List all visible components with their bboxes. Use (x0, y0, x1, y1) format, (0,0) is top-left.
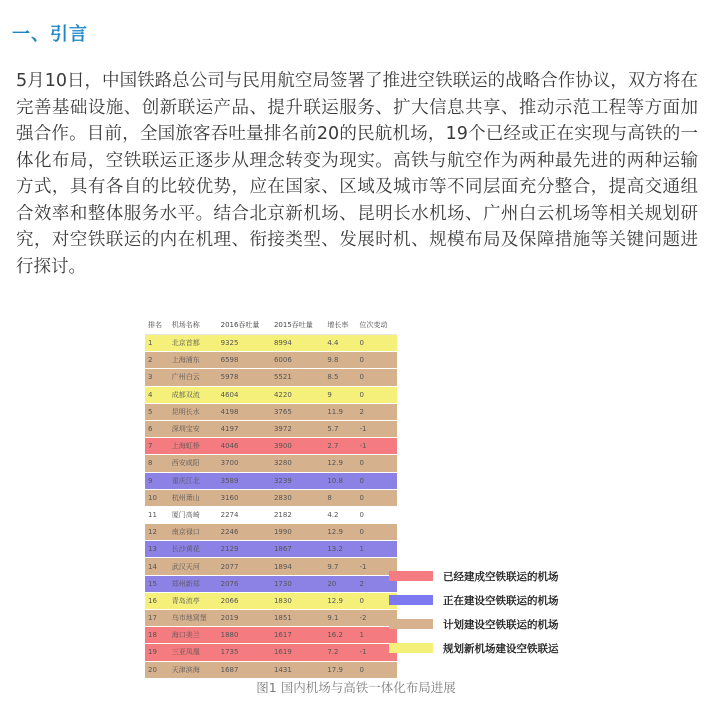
cell-2015: 8994 (271, 335, 324, 352)
cell-change: 0 (356, 455, 397, 472)
cell-rank: 8 (145, 455, 169, 472)
cell-airport: 三亚凤凰 (169, 644, 218, 661)
cell-change: -1 (356, 438, 397, 455)
cell-growth: 12.9 (324, 592, 356, 609)
cell-growth: 8.5 (324, 369, 356, 386)
cell-growth: 12.9 (324, 524, 356, 541)
cell-growth: 11.9 (324, 403, 356, 420)
cell-2015: 1867 (271, 541, 324, 558)
cell-2015: 3972 (271, 420, 324, 437)
figure-airport-table (145, 316, 565, 674)
cell-airport: 长沙黄花 (169, 541, 218, 558)
cell-airport: 武汉天河 (169, 558, 218, 575)
cell-2015: 1851 (271, 610, 324, 627)
cell-2016: 2129 (218, 541, 271, 558)
cell-growth: 9.7 (324, 558, 356, 575)
table-row (145, 472, 397, 489)
cell-growth: 8 (324, 489, 356, 506)
cell-change: 0 (356, 352, 397, 369)
header-change: 位次变动 (356, 316, 397, 335)
cell-change: 0 (356, 592, 397, 609)
cell-2016: 2076 (218, 575, 271, 592)
cell-airport: 郑州新郑 (169, 575, 218, 592)
cell-2016: 6598 (218, 352, 271, 369)
cell-rank: 14 (145, 558, 169, 575)
cell-airport: 上海浦东 (169, 352, 218, 369)
cell-change: -1 (356, 420, 397, 437)
table-row (145, 420, 397, 437)
table-row (145, 558, 397, 575)
cell-rank: 18 (145, 627, 169, 644)
header-airport: 机场名称 (169, 316, 218, 335)
cell-2015: 1617 (271, 627, 324, 644)
cell-2016: 2274 (218, 506, 271, 523)
cell-growth: 13.2 (324, 541, 356, 558)
cell-rank: 11 (145, 506, 169, 523)
cell-change: -1 (356, 644, 397, 661)
cell-growth: 10.8 (324, 472, 356, 489)
cell-2016: 1735 (218, 644, 271, 661)
cell-rank: 6 (145, 420, 169, 437)
cell-2016: 3589 (218, 472, 271, 489)
cell-growth: 9.8 (324, 352, 356, 369)
cell-growth: 5.7 (324, 420, 356, 437)
cell-rank: 2 (145, 352, 169, 369)
cell-rank: 13 (145, 541, 169, 558)
cell-rank: 1 (145, 335, 169, 352)
cell-rank: 19 (145, 644, 169, 661)
cell-2015: 1619 (271, 644, 324, 661)
table-row (145, 661, 397, 678)
cell-2015: 1730 (271, 575, 324, 592)
table-row (145, 575, 397, 592)
cell-growth: 4.2 (324, 506, 356, 523)
cell-rank: 7 (145, 438, 169, 455)
cell-change: 1 (356, 627, 397, 644)
cell-2015: 1830 (271, 592, 324, 609)
legend-swatch-built (389, 571, 433, 581)
figure-caption: 图1 国内机场与高铁一体化布局进展 (256, 680, 456, 695)
cell-airport: 广州白云 (169, 369, 218, 386)
cell-rank: 12 (145, 524, 169, 541)
cell-change: 0 (356, 506, 397, 523)
cell-2015: 3280 (271, 455, 324, 472)
cell-rank: 9 (145, 472, 169, 489)
cell-airport: 海口美兰 (169, 627, 218, 644)
cell-change: 0 (356, 472, 397, 489)
section-heading: 一、引言 (12, 24, 88, 45)
cell-change: 0 (356, 386, 397, 403)
table-row (145, 455, 397, 472)
cell-rank: 5 (145, 403, 169, 420)
legend-label: 计划建设空铁联运的机场 (443, 618, 559, 631)
cell-2016: 2019 (218, 610, 271, 627)
header-rank: 排名 (145, 316, 169, 335)
cell-airport: 西安咸阳 (169, 455, 218, 472)
cell-airport: 青岛流亭 (169, 592, 218, 609)
cell-2015: 3765 (271, 403, 324, 420)
table-row (145, 386, 397, 403)
cell-2015: 3239 (271, 472, 324, 489)
cell-change: 0 (356, 489, 397, 506)
table-row (145, 438, 397, 455)
cell-rank: 17 (145, 610, 169, 627)
table-row (145, 506, 397, 523)
cell-change: 0 (356, 661, 397, 678)
airport-ranking-table (145, 316, 397, 679)
cell-airport: 南京禄口 (169, 524, 218, 541)
cell-airport: 深圳宝安 (169, 420, 218, 437)
cell-2016: 3160 (218, 489, 271, 506)
cell-airport: 乌市地窝堡 (169, 610, 218, 627)
cell-2015: 1990 (271, 524, 324, 541)
cell-2015: 5521 (271, 369, 324, 386)
cell-2015: 3900 (271, 438, 324, 455)
cell-rank: 10 (145, 489, 169, 506)
table-row (145, 352, 397, 369)
cell-growth: 9.1 (324, 610, 356, 627)
cell-rank: 3 (145, 369, 169, 386)
cell-growth: 7.2 (324, 644, 356, 661)
cell-airport: 天津滨海 (169, 661, 218, 678)
cell-airport: 厦门高崎 (169, 506, 218, 523)
table-row (145, 610, 397, 627)
cell-airport: 重庆江北 (169, 472, 218, 489)
cell-2015: 6006 (271, 352, 324, 369)
cell-growth: 17.9 (324, 661, 356, 678)
legend-label: 规划新机场建设空铁联运 (443, 642, 559, 655)
cell-growth: 20 (324, 575, 356, 592)
header-growth: 增长率 (324, 316, 356, 335)
table-body (145, 335, 397, 679)
legend (389, 564, 569, 660)
cell-2015: 2830 (271, 489, 324, 506)
cell-rank: 4 (145, 386, 169, 403)
cell-airport: 杭州萧山 (169, 489, 218, 506)
cell-growth: 2.7 (324, 438, 356, 455)
cell-change: 2 (356, 403, 397, 420)
cell-change: 0 (356, 335, 397, 352)
cell-2015: 1894 (271, 558, 324, 575)
legend-item (389, 564, 569, 588)
cell-change: -1 (356, 558, 397, 575)
cell-growth: 9 (324, 386, 356, 403)
cell-growth: 16.2 (324, 627, 356, 644)
legend-label: 已经建成空铁联运的机场 (443, 570, 559, 583)
table-row (145, 627, 397, 644)
cell-rank: 20 (145, 661, 169, 678)
table-row (145, 644, 397, 661)
cell-2016: 4604 (218, 386, 271, 403)
cell-rank: 16 (145, 592, 169, 609)
cell-2016: 4198 (218, 403, 271, 420)
cell-change: 2 (356, 575, 397, 592)
cell-2016: 2246 (218, 524, 271, 541)
legend-swatch-planned (389, 619, 433, 629)
cell-2015: 4220 (271, 386, 324, 403)
cell-2015: 2182 (271, 506, 324, 523)
cell-2016: 2077 (218, 558, 271, 575)
cell-rank: 15 (145, 575, 169, 592)
table-row (145, 489, 397, 506)
cell-2016: 4197 (218, 420, 271, 437)
legend-swatch-building (389, 595, 433, 605)
cell-2016: 5978 (218, 369, 271, 386)
legend-item (389, 612, 569, 636)
legend-item (389, 588, 569, 612)
header-2015: 2015吞吐量 (271, 316, 324, 335)
cell-2016: 9325 (218, 335, 271, 352)
cell-airport: 成都双流 (169, 386, 218, 403)
cell-change: 0 (356, 524, 397, 541)
legend-swatch-new (389, 643, 433, 653)
table-row (145, 592, 397, 609)
cell-2016: 1687 (218, 661, 271, 678)
cell-2015: 1431 (271, 661, 324, 678)
intro-paragraph: 5月10日，中国铁路总公司与民用航空局签署了推进空铁联运的战略合作协议，双方将在完善基础设施、创新联运产品、提升联运服务、扩大信息共享、推动示范工程等方面加强合作。目前，全国旅客吞吐量排名前20的民航机场，19个已经或正在实现与高铁的一体化布局，空铁联运正逐步从理念转变为现实。高铁与航空作为两种最先进的两种运输方式，具有各自的比较优势，应在国家、区域及城市等不同层面充分整合，提高交通组合效率和整体服务水平。结合北京新机场、昆明长水机场、广州白云机场等相关规划研究，对空铁联运的内在机理、衔接类型、发展时机、规模布局及保障措施等关键问题进行探讨。 (16, 71, 698, 277)
table-row (145, 403, 397, 420)
legend-label: 正在建设空铁联运的机场 (443, 594, 559, 607)
cell-airport: 昆明长水 (169, 403, 218, 420)
cell-airport: 上海虹桥 (169, 438, 218, 455)
cell-change: 1 (356, 541, 397, 558)
cell-growth: 12.9 (324, 455, 356, 472)
cell-change: -2 (356, 610, 397, 627)
table-row (145, 541, 397, 558)
table-row (145, 369, 397, 386)
table-row (145, 335, 397, 352)
table-row (145, 524, 397, 541)
cell-2016: 4046 (218, 438, 271, 455)
cell-2016: 2066 (218, 592, 271, 609)
cell-change: 0 (356, 369, 397, 386)
cell-growth: 4.4 (324, 335, 356, 352)
legend-item (389, 636, 569, 660)
table-header-row (145, 316, 397, 335)
cell-2016: 3700 (218, 455, 271, 472)
cell-airport: 北京首都 (169, 335, 218, 352)
header-2016: 2016吞吐量 (218, 316, 271, 335)
cell-2016: 1880 (218, 627, 271, 644)
